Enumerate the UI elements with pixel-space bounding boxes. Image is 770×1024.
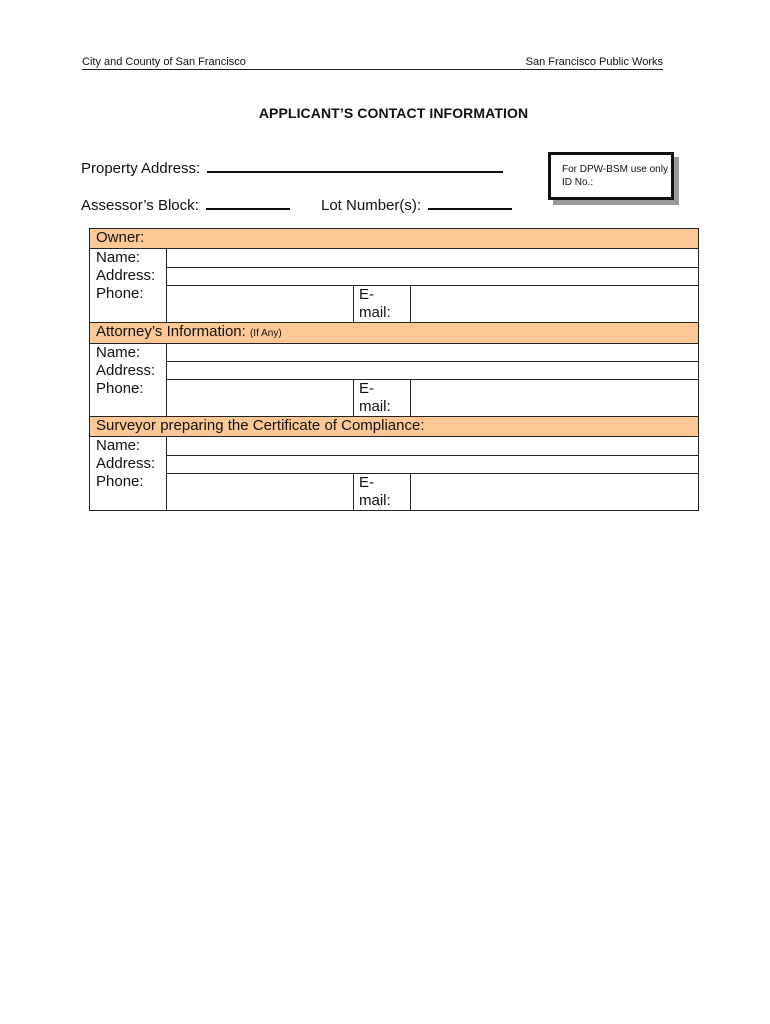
surveyor-name-field[interactable] xyxy=(167,437,699,456)
email-label xyxy=(354,473,411,510)
surveyor-phone-field[interactable] xyxy=(167,473,354,510)
assessors-block-row xyxy=(81,194,290,215)
owner-name-row xyxy=(90,249,699,268)
dpw-use-only-label: For DPW-BSM use only xyxy=(562,164,668,175)
surveyor-phone-row xyxy=(90,473,699,510)
section-header-surveyor xyxy=(90,417,699,437)
property-address-label: Property Address: xyxy=(81,160,201,177)
address-label: Address: xyxy=(90,455,167,473)
owner-phone-row xyxy=(90,285,699,322)
surveyor-address-row xyxy=(90,455,699,473)
attorney-phone-field[interactable] xyxy=(167,380,354,417)
email-label xyxy=(354,285,411,322)
address-label: Address: xyxy=(90,267,167,285)
attorney-address-row xyxy=(90,362,699,380)
email-label-line2: mail: xyxy=(359,398,391,415)
section-title: Owner: xyxy=(96,229,145,246)
section-header-owner xyxy=(90,229,699,249)
dpw-use-only-box xyxy=(548,152,674,200)
assessors-block-field[interactable] xyxy=(206,194,290,210)
property-address-row xyxy=(81,157,503,178)
owner-address-field[interactable] xyxy=(167,267,699,285)
section-title: Attorney’s Information: xyxy=(96,322,246,340)
lot-number-row xyxy=(321,194,512,215)
surveyor-email-field[interactable] xyxy=(411,473,699,510)
phone-label: Phone: xyxy=(90,285,167,322)
name-label: Name: xyxy=(90,249,167,268)
phone-label: Phone: xyxy=(90,380,167,417)
attorney-name-field[interactable] xyxy=(167,343,699,362)
property-address-field[interactable] xyxy=(207,157,503,173)
header-left-text: City and County of San Francisco xyxy=(82,56,246,68)
section-header-attorney xyxy=(90,322,699,343)
owner-name-field[interactable] xyxy=(167,249,699,268)
owner-email-field[interactable] xyxy=(411,285,699,322)
surveyor-name-row xyxy=(90,437,699,456)
attorney-email-field[interactable] xyxy=(411,380,699,417)
email-label-line1: E- xyxy=(359,285,374,303)
page-header xyxy=(82,56,663,70)
dpw-id-label: ID No.: xyxy=(562,177,594,188)
contact-info-table xyxy=(89,228,699,511)
owner-address-row xyxy=(90,267,699,285)
attorney-address-field[interactable] xyxy=(167,362,699,380)
attorney-phone-row xyxy=(90,380,699,417)
lot-number-label: Lot Number(s): xyxy=(321,197,422,214)
assessors-block-label: Assessor’s Block: xyxy=(81,197,199,214)
phone-label: Phone: xyxy=(90,473,167,510)
email-label xyxy=(354,380,411,417)
email-label-line1: E- xyxy=(359,380,374,397)
owner-phone-field[interactable] xyxy=(167,285,354,322)
email-label-line2: mail: xyxy=(359,491,391,509)
section-title: Surveyor preparing the Certificate of Compliance: xyxy=(96,417,425,434)
section-note: (If Any) xyxy=(249,327,282,339)
attorney-name-row xyxy=(90,343,699,362)
email-label-line2: mail: xyxy=(359,303,391,321)
name-label: Name: xyxy=(90,343,167,362)
address-label: Address: xyxy=(90,362,167,380)
email-label-line1: E- xyxy=(359,473,374,491)
surveyor-address-field[interactable] xyxy=(167,455,699,473)
lot-number-field[interactable] xyxy=(428,194,512,210)
page-title: APPLICANT’S CONTACT INFORMATION xyxy=(258,105,529,121)
name-label: Name: xyxy=(90,437,167,456)
header-right-text: San Francisco Public Works xyxy=(525,56,663,68)
